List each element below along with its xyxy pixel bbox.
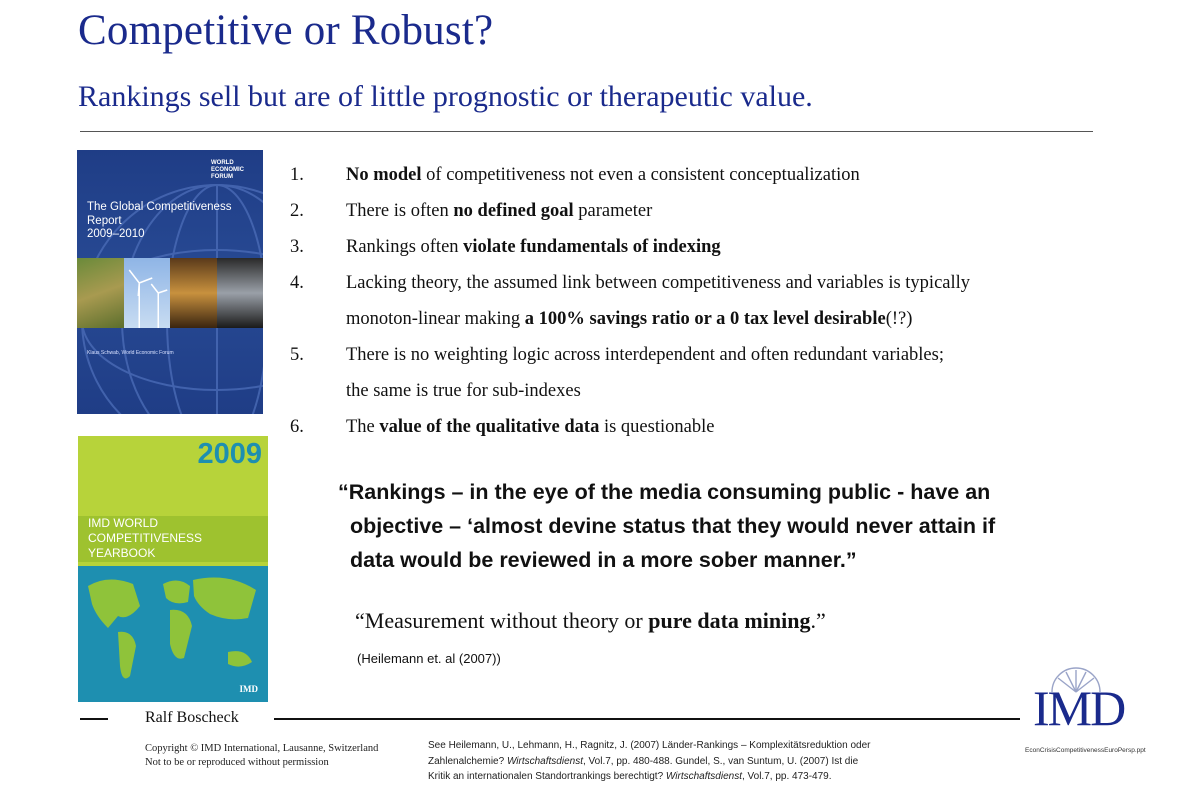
list-item: 1. No model of competitiveness not even a consistent conceptualization <box>290 165 860 185</box>
footer-rule <box>274 718 1020 720</box>
criticism-list <box>290 157 1180 445</box>
references: See Heilemann, U., Lehmann, H., Ragnitz, J. (2007) Länder-Rankings – Komplexitätsreduktion oder Zahlenalchemie? Wirtschaftsdienst, Vol.7, pp. 480-488. Gundel, S., van Suntum, U. (2007) Ist die Kritik an internationalen Standortrankings berechtigt? Wirtschaftsdienst, Vol.7, pp. 473-479. <box>428 740 871 782</box>
wind-turbines-photo <box>124 258 171 328</box>
wef-logo-text: WORLD ECONOMIC FORUM <box>211 160 244 180</box>
presenter-name: Ralf Boscheck <box>145 709 239 726</box>
farm-photo <box>77 258 124 328</box>
book2-brand: IMD <box>239 684 258 694</box>
list-item: 3. Rankings often violate fundamentals of indexing <box>290 237 721 257</box>
imd-logo: IMD <box>1033 680 1125 736</box>
book1-years: 2009–2010 <box>87 228 145 240</box>
machinery-photo <box>217 258 264 328</box>
title-divider <box>80 131 1093 132</box>
quote-citation: (Heilemann et. al (2007)) <box>357 651 501 666</box>
book2-title: IMD WORLD COMPETITIVENESS YEARBOOK <box>88 516 203 560</box>
world-map-graphic <box>78 566 268 702</box>
world-map-icon <box>78 566 268 702</box>
book2-year: 2009 <box>197 438 262 470</box>
measurement-quote: “Measurement without theory or pure data mining.” <box>355 608 826 633</box>
imd-yearbook-cover <box>78 436 268 702</box>
list-item: 6. The value of the qualitative data is questionable <box>290 417 715 437</box>
wind-turbine-icon <box>124 258 171 328</box>
rankings-quote: “Rankings – in the eye of the media consuming public - have an objective – ‘almost devine status that they would never attain if data would be reviewed in a more sober manner.” <box>338 480 996 572</box>
footer-dash <box>80 718 108 720</box>
slide-subtitle: Rankings sell but are of little prognostic or therapeutic value. <box>78 80 813 113</box>
library-photo <box>170 258 217 328</box>
global-competitiveness-report-cover <box>77 150 263 414</box>
slide-title: Competitive or Robust? <box>78 7 494 54</box>
cover-photo-strip <box>77 258 263 328</box>
book1-author: Klaus Schwab, World Economic Forum <box>87 350 174 356</box>
list-item: 2. There is often no defined goal parameter <box>290 201 653 221</box>
list-item: 5. There is no weighting logic across interdependent and often redundant variables; the same is true for sub-indexes <box>290 345 944 401</box>
file-name: EconCrisisCompetitivenessEuroPersp.ppt <box>1025 747 1146 754</box>
book1-title: The Global Competitiveness Report <box>87 201 232 227</box>
list-item: 4. Lacking theory, the assumed link between competitiveness and variables is typically monoton-linear making a 100% savings ratio or a 0 tax level desirable(!?) <box>290 273 971 329</box>
copyright-notice: Copyright © IMD International, Lausanne, Switzerland Not to be or reproduced without permission <box>145 743 379 768</box>
